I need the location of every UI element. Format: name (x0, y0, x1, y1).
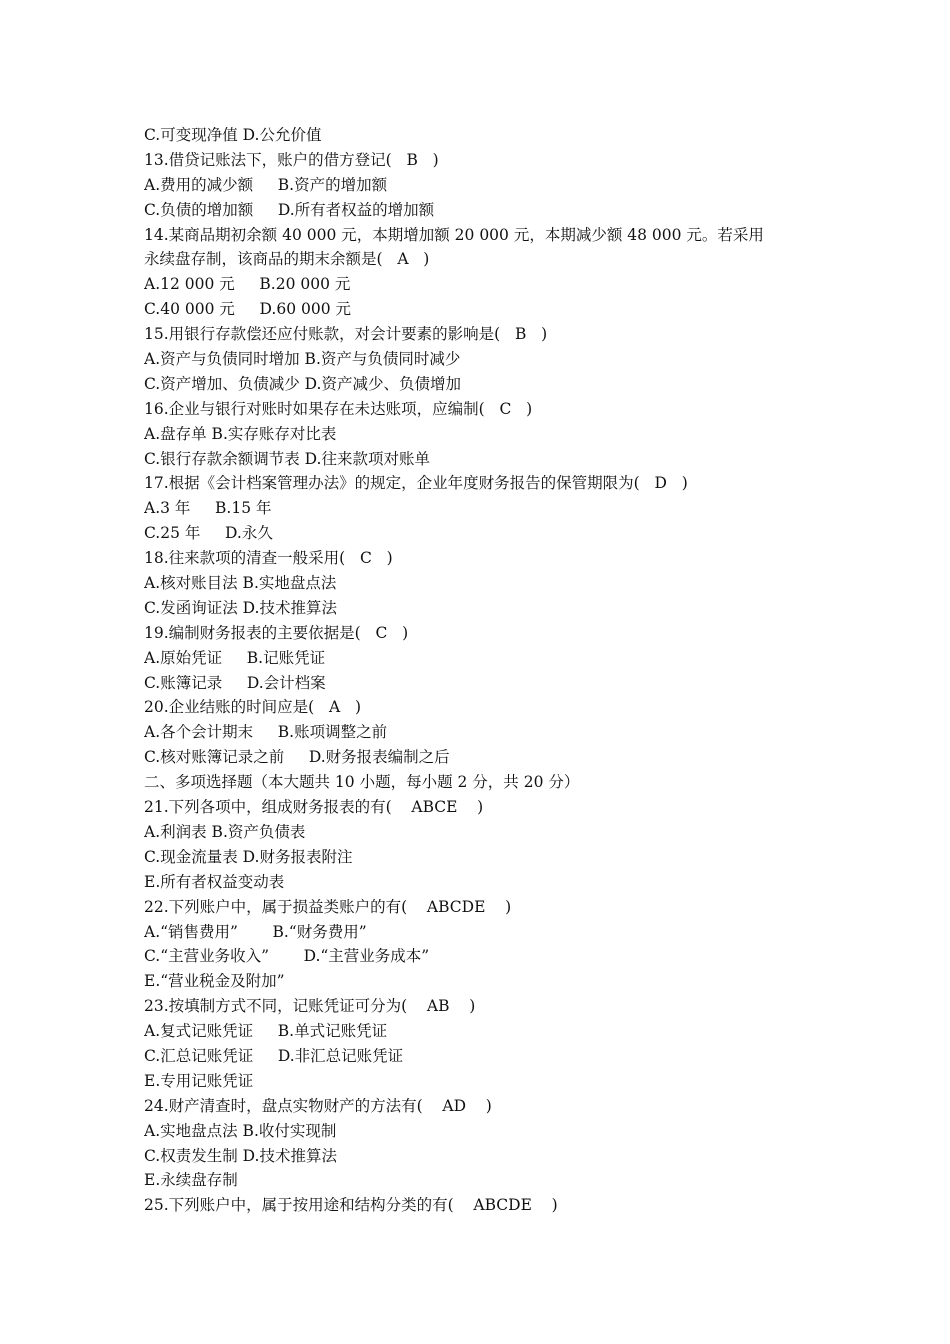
question-21: 21.下列各项中，组成财务报表的有( ABCE ) (144, 798, 484, 817)
question-16: 16.企业与银行对账时如果存在未达账项，应编制( C ) (144, 399, 533, 418)
answer-options: A.复式记账凭证 B.单式记账凭证 (144, 1022, 388, 1041)
answer-options: E.永续盘存制 (144, 1171, 238, 1190)
question-25: 25.下列账户中，属于按用途和结构分类的有( ABCDE ) (144, 1196, 558, 1215)
answer-options: A.原始凭证 B.记账凭证 (144, 648, 326, 667)
answer-options: C.核对账簿记录之前 D.财务报表编制之后 (144, 748, 450, 767)
answer-options: C.25 年 D.永久 (144, 524, 273, 543)
question-13: 13.借贷记账法下，账户的借方登记( B ) (144, 150, 439, 169)
text-line: C.可变现净值 D.公允价值 (144, 126, 322, 144)
answer-options: A.盘存单 B.实存账存对比表 (144, 424, 337, 443)
answer-options: C.负债的增加额 D.所有者权益的增加额 (144, 200, 435, 219)
question-24: 24.财产清查时，盘点实物财产的方法有( AD ) (144, 1096, 492, 1115)
answer-options: E.专用记账凭证 (144, 1071, 254, 1090)
answer-options: A.12 000 元 B.20 000 元 (144, 275, 351, 294)
answer-options: A.利润表 B.资产负债表 (144, 822, 306, 841)
answer-options: C.40 000 元 D.60 000 元 (144, 300, 351, 319)
question-14: 14.某商品期初余额 40 000 元，本期增加额 20 000 元，本期减少额 48 000 元。若采用 (144, 225, 764, 244)
answer-options: A.3 年 B.15 年 (144, 499, 272, 518)
answer-options: C.资产增加、负债减少 D.资产减少、负债增加 (144, 374, 461, 393)
answer-options: C.银行存款余额调节表 D.往来款项对账单 (144, 449, 430, 468)
question-14-continued: 永续盘存制，该商品的期末余额是( A ) (144, 250, 430, 269)
answer-options: A.资产与负债同时增加 B.资产与负债同时减少 (144, 350, 461, 369)
answer-options: E.“营业税金及附加” (144, 972, 285, 991)
answer-options: A.各个会计期末 B.账项调整之前 (144, 723, 388, 742)
answer-options: E.所有者权益变动表 (144, 872, 285, 891)
section-heading: 二、多项选择题（本大题共 10 小题，每小题 2 分，共 20 分） (144, 773, 580, 792)
answer-options: A.实地盘点法 B.收付实现制 (144, 1121, 337, 1140)
document-body (144, 123, 824, 1218)
question-22: 22.下列账户中，属于损益类账户的有( ABCDE ) (144, 897, 512, 916)
question-19: 19.编制财务报表的主要依据是( C ) (144, 623, 409, 642)
answer-options: A.核对账目法 B.实地盘点法 (144, 574, 337, 593)
answer-options: C.发函询证法 D.技术推算法 (144, 598, 337, 617)
answer-options: C.权责发生制 D.技术推算法 (144, 1146, 337, 1165)
answer-options: C.账簿记录 D.会计档案 (144, 673, 326, 692)
question-23: 23.按填制方式不同，记账凭证可分为( AB ) (144, 997, 476, 1016)
answer-options: A.“销售费用” B.“财务费用” (144, 922, 367, 941)
answer-options: C.汇总记账凭证 D.非汇总记账凭证 (144, 1046, 404, 1065)
question-17: 17.根据《会计档案管理办法》的规定，企业年度财务报告的保管期限为( D ) (144, 474, 688, 493)
question-15: 15.用银行存款偿还应付账款，对会计要素的影响是( B ) (144, 325, 548, 344)
question-18: 18.往来款项的清查一般采用( C ) (144, 549, 393, 568)
answer-options: C.“主营业务收入” D.“主营业务成本” (144, 947, 430, 966)
answer-options: A.费用的减少额 B.资产的增加额 (144, 175, 388, 194)
question-20: 20.企业结账的时间应是( A ) (144, 698, 362, 717)
answer-options: C.现金流量表 D.财务报表附注 (144, 847, 353, 866)
